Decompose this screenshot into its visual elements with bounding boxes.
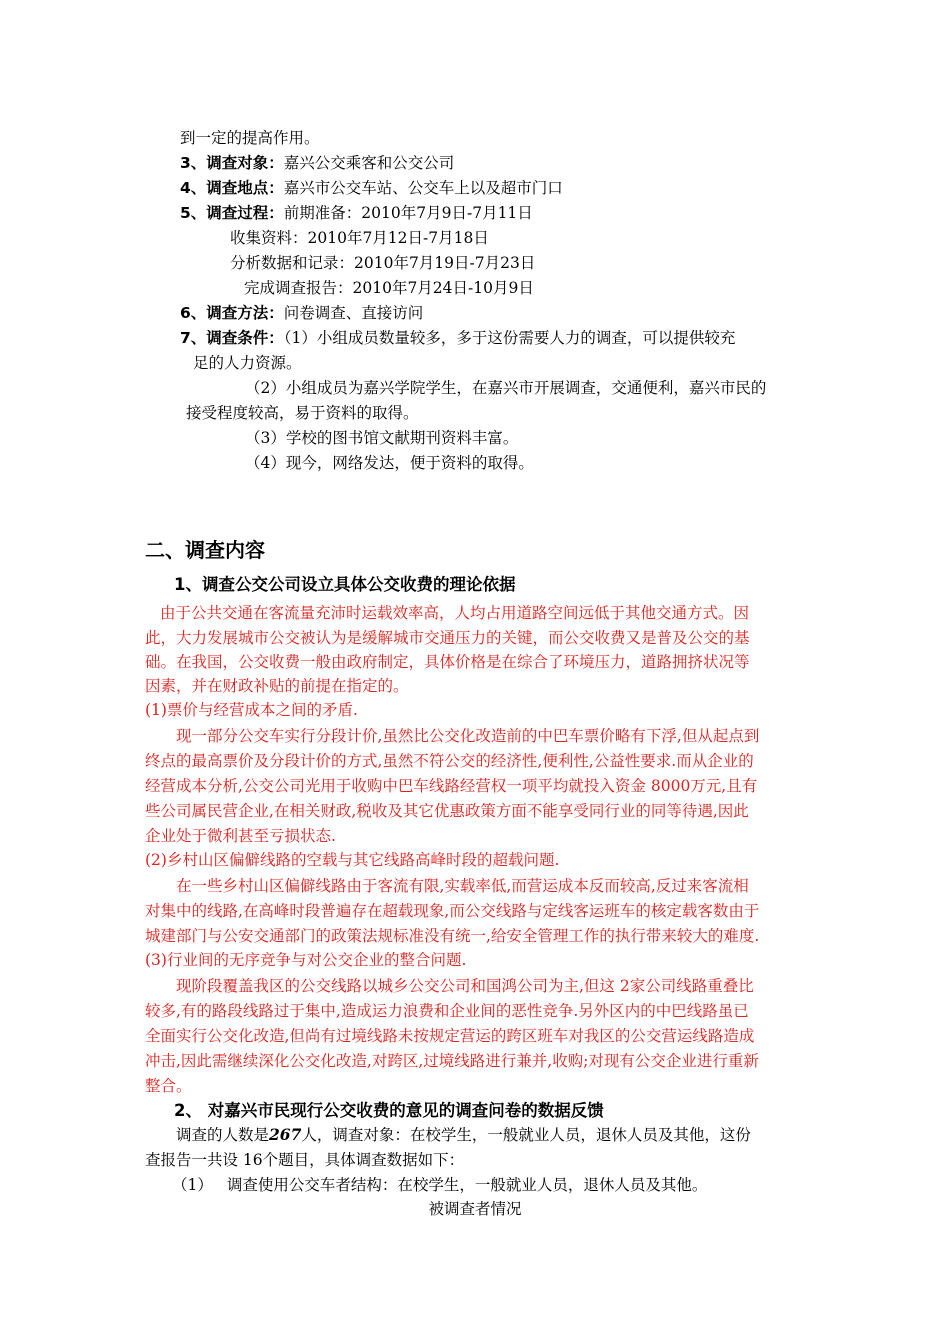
item-label: 7、调查条件： [180,329,284,347]
condition-line: 接受程度较高，易于资料的取得。 [186,404,419,422]
figure-caption: 被调查者情况 [428,1200,522,1218]
item-label: 4、调查地点： [180,179,284,197]
item-survey-method [180,303,423,323]
red-paragraph-line: 现阶段覆盖我区的公交线路以城乡公交公司和国鸿公司为主,但这 2家公司线路重叠比 [176,977,754,995]
red-paragraph-line: 此，大力发展城市公交被认为是缓解城市交通压力的关键，而公交收费又是普及公交的基 [145,629,750,647]
item-survey-location [180,178,563,198]
red-paragraph-line: (1)票价与经营成本之间的矛盾. [145,701,358,719]
item-label: 3、调查对象： [180,154,284,172]
red-paragraph-line: 些公司属民营企业,在相关财政,税收及其它优惠政策方面不能享受同行业的同等待遇,因此 [145,802,749,820]
survey-summary-line: 查报告一共设 16个题目，具体调查数据如下： [145,1151,465,1169]
section-title: 二、调查内容 [145,538,265,562]
question-number: （1） [172,1176,213,1194]
item-survey-object [180,153,454,173]
red-paragraph-line: 终点的最高票价及分段计价的方式,虽然不符公交的经济性,便利性,公益性要求.而从企业的 [145,752,754,770]
red-paragraph-line: (2)乡村山区偏僻线路的空载与其它线路高峰时段的超载问题. [145,851,560,869]
red-paragraph-line: 企业处于微利甚至亏损状态. [145,827,336,845]
question-line [172,1175,707,1195]
condition-line: （2）小组成员为嘉兴学院学生，在嘉兴市开展调查，交通便利，嘉兴市民的 [245,379,767,397]
survey-text: 人，调查对象：在校学生，一般就业人员，退休人员及其他，这份 [301,1126,751,1144]
red-paragraph-line: 城建部门与公安交通部门的政策法规标准没有统一,给安全管理工作的执行带来较大的难度. [145,927,760,945]
intro-tail: 到一定的提高作用。 [180,129,320,147]
process-line: 收集资料：2010年7月12日-7月18日 [230,229,489,247]
item-value: 前期准备：2010年7月9日-7月11日 [283,204,533,222]
item-value: 嘉兴公交乘客和公交公司 [283,154,455,172]
survey-text: 调查的人数是 [176,1126,270,1144]
red-paragraph-line: 对集中的线路,在高峰时段普遍存在超载现象,而公交线路与定线客运班车的核定载客数由于 [145,902,760,920]
question-text: 调查使用公交车者结构：在校学生，一般就业人员，退休人员及其他。 [226,1176,708,1194]
subsection-title: 2、 对嘉兴市民现行公交收费的意见的调查问卷的数据反馈 [174,1101,604,1120]
item-value: 嘉兴市公交车站、公交车上以及超市门口 [283,179,563,197]
red-paragraph-line: 在一些乡村山区偏僻线路由于客流有限,实载率低,而营运成本反而较高,反过来客流相 [176,877,749,895]
red-paragraph-line: 冲击,因此需继续深化公交化改造,对跨区,过境线路进行兼并,收购;对现有公交企业进行重新 [145,1052,759,1070]
subsection-title: 1、调查公交公司设立具体公交收费的理论依据 [174,575,516,594]
red-paragraph-line: 全面实行公交化改造,但尚有过境线路未按规定营运的跨区班车对我区的公交营运线路造成 [145,1027,755,1045]
red-paragraph-line: 经营成本分析,公交公司光用于收购中巴车线路经营权一项平均就投入资金 8000万元,且有 [145,777,758,795]
process-line: 完成调查报告：2010年7月24日-10月9日 [244,279,534,297]
red-paragraph-line: 现一部分公交车实行分段计价,虽然比公交化改造前的中巴车票价略有下浮,但从起点到 [176,727,760,745]
survey-count: 267 [269,1125,302,1144]
condition-line: 足的人力资源。 [193,354,302,372]
item-value: （1）小组成员数量较多，多于这份需要人力的调查，可以提供较充 [283,329,736,347]
red-paragraph-line: (3)行业间的无序竞争与对公交企业的整合问题. [145,951,467,969]
red-paragraph-line: 由于公共交通在客流量充沛时运载效率高，人均占用道路空间远低于其他交通方式。因 [160,604,750,622]
item-survey-process [180,203,533,223]
item-survey-conditions [180,328,735,348]
item-label: 5、调查过程： [180,204,284,222]
red-paragraph-line: 整合。 [145,1077,192,1095]
condition-line: （3）学校的图书馆文献期刊资料丰富。 [245,429,519,447]
red-paragraph-line: 因素，并在财政补贴的前提在指定的。 [145,677,409,695]
survey-summary-line [176,1125,751,1145]
item-value: 问卷调查、直接访问 [283,304,424,322]
red-paragraph-line: 础。在我国，公交收费一般由政府制定，具体价格是在综合了环境压力，道路拥挤状况等 [145,653,750,671]
condition-line: （4）现今，网络发达，便于资料的取得。 [245,454,534,472]
item-label: 6、调查方法： [180,304,284,322]
red-paragraph-line: 较多,有的路段线路过于集中,造成运力浪费和企业间的恶性竞争.另外区内的中巴线路虽已 [145,1002,749,1020]
process-line: 分析数据和记录：2010年7月19日-7月23日 [230,254,536,272]
